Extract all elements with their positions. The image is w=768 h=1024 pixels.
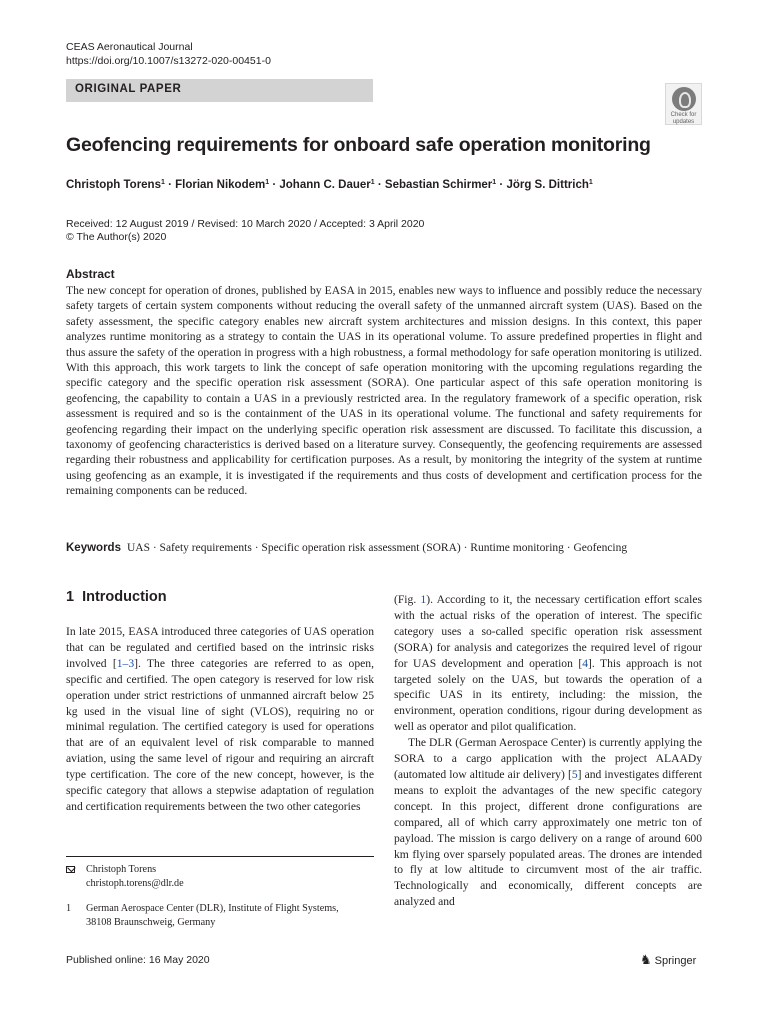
author-separator: · <box>269 179 280 191</box>
author-separator: · <box>496 179 507 191</box>
body-column-left <box>66 624 374 815</box>
citation-link[interactable]: 5 <box>571 767 578 781</box>
publisher-logo <box>640 952 696 968</box>
section-heading <box>66 589 167 605</box>
keywords-label: Keywords <box>66 542 121 554</box>
section-title: Introduction <box>82 589 167 605</box>
corresponding-author-note <box>66 863 356 890</box>
author-affiliation-mark: 1 <box>492 179 497 186</box>
paragraph: The DLR (German Aerospace Center) is currently applying the SORA to a cargo application with the project ALAADy (automated low altitude air delivery) [5] and investigates different means to exploit the advantages of the new specific category concept. In this project, different drone configurations are compared, all of which carry approximately one metric ton of payload. The mission is cargo delivery on a range of around 600 km flying over sparsely populated areas. The drones are intended to fly at low altitude to circumvent most of the air traffic. Technologically and economically, different concepts are analyzed and <box>394 736 702 909</box>
author-affiliation-mark: 1 <box>588 179 593 186</box>
article-dates <box>66 218 424 244</box>
affiliation-mark: 1 <box>66 903 72 914</box>
published-online-date: Published online: 16 May 2020 <box>66 954 210 966</box>
corresponding-author-email[interactable]: christoph.torens@dlr.de <box>86 877 184 889</box>
corresponding-author-name: Christoph Torens <box>86 864 157 875</box>
author-affiliation-mark: 1 <box>160 179 165 186</box>
abstract-heading: Abstract <box>66 267 115 281</box>
body-column-right <box>394 592 702 910</box>
check-updates-icon <box>672 87 696 111</box>
author-separator: · <box>374 179 385 191</box>
author-affiliation-mark: 1 <box>370 179 375 186</box>
paragraph: (Fig. 1). According to it, the necessary certification effort scales with the actual risks of the operation of interest. The specific category uses a so-called specific operation risk assessment (SORA) for analysis and categorizes the required level of rigour for UAS development and operation [4]. This approach is not targeted solely on the UAS, but towards the operation of a specific UAS in its entirety, including: the mission, the environment, operation conditions, rigour during development as well as operator and pilot qualification. <box>394 593 702 734</box>
citation-link[interactable]: 1–3 <box>116 656 135 670</box>
springer-horse-icon: ♞ <box>640 952 652 967</box>
affiliation-note <box>66 902 356 929</box>
author-list <box>66 179 593 191</box>
copyright: © The Author(s) 2020 <box>66 231 167 243</box>
keywords <box>66 542 627 554</box>
author-name[interactable]: Johann C. Dauer <box>279 179 371 191</box>
section-number: 1 <box>66 589 75 605</box>
publisher-name: Springer <box>654 955 697 967</box>
doi-link[interactable]: https://doi.org/10.1007/s13272-020-00451-0 <box>66 55 271 67</box>
check-for-updates-button[interactable] <box>665 83 702 125</box>
check-updates-line2: updates <box>672 118 695 125</box>
journal-name: CEAS Aeronautical Journal <box>66 41 193 53</box>
author-name[interactable]: Jörg S. Dittrich <box>506 179 589 191</box>
envelope-icon <box>66 866 75 873</box>
paper-title: Geofencing requirements for onboard safe operation monitoring <box>66 134 651 156</box>
history-dates: Received: 12 August 2019 / Revised: 10 March 2020 / Accepted: 3 April 2020 <box>66 218 425 230</box>
figure-link[interactable]: 1 <box>420 593 427 606</box>
author-name[interactable]: Sebastian Schirmer <box>384 179 493 191</box>
check-updates-line1: Check for <box>670 112 697 118</box>
abstract-text: The new concept for operation of drones, published by EASA in 2015, enables new ways to influence and possibly reduce the necessary safety targets of certain system components without reducing the overall safety of the unmanned aircraft system (UAS). Based on the safety assessment, the specific category enables new aircraft system architectures and mission designs. In this context, this paper analyzes runtime monitoring as a strategy to contain the UAS in its operational volume. To assure predefined properties in flight and thus assure the safety of the operation in progress with a high robustness, a formal methodology for safe operation monitoring is utilized. With this approach, this work targets to link the concept of safe operation monitoring with the upcoming regulations regarding the specific category and the specific operation risk assessment (SORA). One particular aspect of this safe operation monitoring is geofencing, the capability to contain a UAS in a previously restricted area. In the regulatory framework of a specific operation, risk assessment is required and so is the containment of the UAS in its operational volume. The functional and safety requirements for geofencing regarding their impact on the underlying specific operation risk assessment are discussed. To facilitate this discussion, a taxonomy of geofencing characteristics is derived based on a literature survey. Consequently, the geofencing requirements are assessed regarding their robustness and applicability for certification purposes. As a result, by monitoring the integrity of the system at runtime using geofencing as an example, it is investigated if the requirements and thus costs of development and certification process for the remaining components can be reduced. <box>66 284 702 498</box>
author-affiliation-mark: 1 <box>265 179 270 186</box>
footnote-divider <box>66 856 374 857</box>
affiliation-text: German Aerospace Center (DLR), Institute of Flight Systems, 38108 Braunschweig, Germany <box>86 903 339 928</box>
journal-header <box>66 40 271 68</box>
citation-link[interactable]: 4 <box>582 656 589 670</box>
keywords-list: UAS · Safety requirements · Specific operation risk assessment (SORA) · Runtime monitoring · Geofencing <box>126 542 628 554</box>
author-name[interactable]: Florian Nikodem <box>175 179 266 191</box>
paragraph: In late 2015, EASA introduced three categories of UAS operation that can be regulated and certified based on the intrinsic risks involved [1–3]. The three categories are referred to as open, specific and certified. The open category is reserved for low risk operation under strict restrictions of unmanned aircraft below 25 kg used in the visual line of sight (VLOS), requiring no or minimal regulation. The certified category is used for operations that are of an equivalent level of risk comparable to manned aviation, using the same level of rigour and requiring an aircraft type certification. The core of the new concept, however, is the specific category that allows a stepwise adaptation of regulation and certification requirements between the two other categories <box>66 625 374 813</box>
author-name[interactable]: Christoph Torens <box>66 179 161 191</box>
author-separator: · <box>164 179 176 191</box>
article-type-banner: ORIGINAL PAPER <box>66 79 373 102</box>
